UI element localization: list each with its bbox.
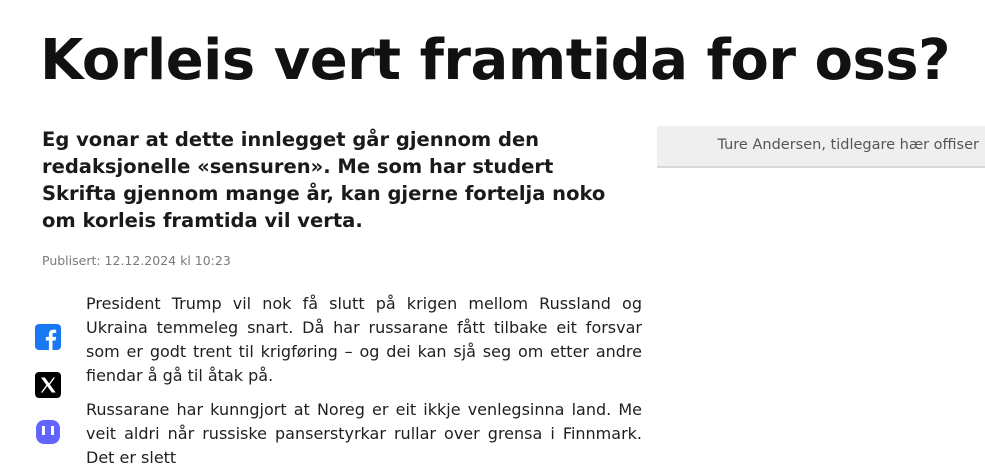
author-byline[interactable] — [657, 126, 985, 168]
article-title: Korleis vert framtida for oss? — [40, 28, 951, 93]
published-date: Publisert: 12.12.2024 kl 10:23 — [42, 253, 231, 268]
article-lead: Eg vonar at dette innlegget går gjennom den redaksjonelle «sensuren». Me som har studert Skrifta gjennom mange år, kan gjerne fortelja noko om korleis framtida vil verta. — [42, 128, 606, 232]
mastodon-icon[interactable] — [35, 420, 61, 428]
author-name[interactable]: Ture Andersen, tidlegare hær offiser — [717, 137, 979, 153]
body-paragraph-2: Russarane har kunngjort at Noreg er eit ikkje venlegsinna land. Me veit aldri når russiske panserstyrkar rullar over grensa i Finnmark. Det er slett — [86, 400, 642, 467]
article-body — [86, 292, 642, 467]
facebook-icon[interactable] — [35, 324, 61, 350]
body-paragraph-1: President Trump vil nok få slutt på krigen mellom Russland og Ukraina temmeleg snart. Då har russarane fått tilbake eit forsvar som er godt trent til krigføring – og dei kan sjå seg om etter andre fiendar å gå til åtak på. — [86, 294, 642, 385]
x-icon[interactable] — [35, 372, 61, 398]
